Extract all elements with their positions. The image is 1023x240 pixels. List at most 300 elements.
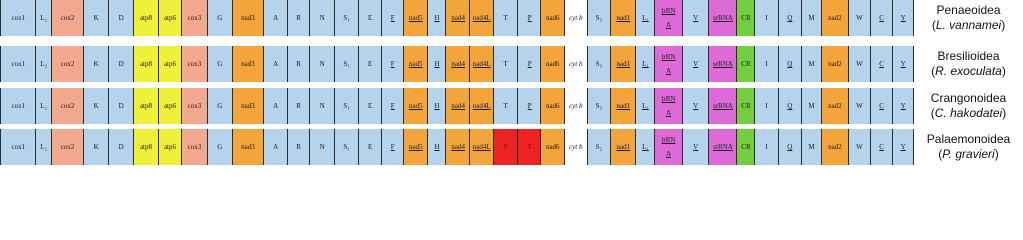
- gene-label: nad5: [408, 59, 423, 68]
- gene-label: M: [808, 59, 815, 68]
- gene-block: [610, 129, 636, 165]
- gene-label: R: [296, 142, 301, 151]
- gene-label: nad1: [616, 101, 631, 110]
- gene-block: [445, 88, 469, 124]
- gene-block: [51, 46, 84, 82]
- gene-block: [309, 129, 334, 165]
- gene-block: [778, 88, 802, 124]
- gene-block: [263, 0, 287, 36]
- gene-label: L₁: [642, 59, 649, 68]
- gene-block: [108, 0, 133, 36]
- gene-block: [708, 0, 736, 36]
- gene-block: [493, 129, 518, 165]
- gene-label: K: [93, 142, 99, 151]
- gene-label: atp8: [139, 142, 153, 151]
- gene-label: CR: [741, 13, 751, 22]
- gene-block: [870, 0, 893, 36]
- gene-label: S₂: [595, 59, 603, 68]
- gene-label: nad6: [545, 59, 560, 68]
- gene-label: S₁: [343, 59, 350, 68]
- gene-block: [232, 129, 264, 165]
- gene-label: M: [808, 101, 815, 110]
- gene-block: [469, 129, 493, 165]
- gene-block: [51, 0, 84, 36]
- species-paren-open: (: [938, 147, 943, 161]
- gene-label: Q: [787, 13, 793, 22]
- gene-label: P: [527, 101, 532, 110]
- gene-block: [158, 129, 182, 165]
- gene-block: [635, 129, 654, 165]
- gene-label: atp8: [139, 59, 153, 68]
- gene-block: [892, 0, 915, 36]
- species-paren-close: ): [1001, 64, 1006, 78]
- gene-label: A: [273, 101, 279, 110]
- gene-label: L₁: [642, 13, 649, 22]
- gene-block: [181, 46, 207, 82]
- gene-label: Y: [900, 101, 906, 110]
- gene-label: W: [856, 142, 863, 151]
- gene-block: [754, 88, 778, 124]
- gene-block: [133, 46, 158, 82]
- gene-label: A: [273, 59, 279, 68]
- gene-label: F: [390, 59, 395, 68]
- gene-block: [654, 46, 682, 82]
- gene-block: [654, 88, 682, 124]
- species-paren-open: (: [930, 106, 935, 120]
- gene-label: cox1: [11, 142, 26, 151]
- gene-block: [158, 88, 182, 124]
- gene-label: P: [527, 59, 532, 68]
- gene-block: [427, 0, 446, 36]
- gene-block: [754, 0, 778, 36]
- gene-label: E: [367, 13, 373, 22]
- gene-block: [158, 46, 182, 82]
- gene-label: K: [93, 59, 99, 68]
- gene-block: [403, 0, 427, 36]
- gene-label: T: [503, 101, 508, 110]
- gene-block: [870, 46, 893, 82]
- species-name: [914, 64, 1023, 79]
- gene-block: [635, 46, 654, 82]
- gene-block: [287, 88, 310, 124]
- gene-block: [469, 46, 493, 82]
- gene-label: I: [765, 142, 768, 151]
- gene-block: [334, 129, 358, 165]
- gene-block: [83, 46, 108, 82]
- superfamily-name: Bresilioidea: [937, 49, 1000, 63]
- gene-label: E: [367, 142, 373, 151]
- gene-label: D: [118, 59, 124, 68]
- gene-label: T: [503, 13, 508, 22]
- gene-label: cox3: [187, 142, 202, 151]
- gene-block: [736, 46, 755, 82]
- gene-label: I: [765, 59, 768, 68]
- gene-label: CR: [741, 59, 751, 68]
- gene-block: [427, 88, 446, 124]
- gene-block: [517, 88, 541, 124]
- gene-label: cyt b: [569, 59, 583, 68]
- gene-label: nad3: [241, 101, 255, 110]
- gene-block: [207, 129, 232, 165]
- gene-track-1: [0, 46, 914, 82]
- gene-block: [654, 129, 682, 165]
- gene-label: cox2: [60, 101, 75, 110]
- gene-label: cox3: [187, 59, 202, 68]
- gene-block: [381, 46, 404, 82]
- species-name: [914, 147, 1023, 162]
- gene-block: [263, 129, 287, 165]
- gene-label: atp6: [163, 101, 176, 110]
- species-label: [914, 3, 1023, 33]
- gene-block: [564, 129, 588, 165]
- gene-block: [517, 0, 541, 36]
- gene-label: F: [390, 13, 395, 22]
- gene-label: N: [319, 101, 325, 110]
- gene-label: Q: [787, 101, 793, 110]
- gene-block: [469, 88, 493, 124]
- gene-label-continuation: A: [665, 150, 672, 158]
- gene-label: nad2: [828, 142, 842, 151]
- gene-block: [736, 88, 755, 124]
- gene-label: nad1: [616, 13, 631, 22]
- gene-block: [892, 46, 915, 82]
- gene-label: cox1: [11, 59, 26, 68]
- gene-label: W: [856, 59, 863, 68]
- gene-label: nad4L: [472, 101, 491, 110]
- gene-track-0: [0, 0, 914, 36]
- gene-block: [682, 129, 709, 165]
- gene-block: [35, 0, 51, 36]
- gene-label: G: [217, 13, 223, 22]
- species-binomial: C. hakodatei: [934, 106, 1003, 120]
- gene-block: [540, 46, 564, 82]
- gene-block: [540, 0, 564, 36]
- gene-label: I: [765, 13, 768, 22]
- gene-label: cox3: [187, 13, 202, 22]
- gene-label: lrRN: [661, 135, 676, 144]
- gene-block: [778, 0, 802, 36]
- gene-block: [821, 0, 848, 36]
- species-paren-close: ): [1002, 106, 1007, 120]
- species-label: [914, 49, 1023, 79]
- gene-block: [263, 46, 287, 82]
- gene-label-continuation: A: [665, 67, 672, 75]
- gene-block: [108, 88, 133, 124]
- gene-block: [309, 0, 334, 36]
- gene-block: [309, 46, 334, 82]
- gene-label: S₂: [595, 13, 603, 22]
- gene-block: [381, 129, 404, 165]
- gene-label: nad3: [241, 59, 255, 68]
- gene-block: [358, 88, 382, 124]
- gene-block: [0, 0, 36, 36]
- species-binomial: L. vannamei: [935, 18, 1002, 32]
- gene-block: [158, 0, 182, 36]
- gene-label: R: [296, 101, 301, 110]
- gene-block: [309, 88, 334, 124]
- gene-block: [403, 129, 427, 165]
- gene-block: [587, 46, 611, 82]
- gene-block: [51, 129, 84, 165]
- gene-block: [133, 129, 158, 165]
- species-paren-close: ): [994, 147, 999, 161]
- gene-label: Q: [787, 142, 793, 151]
- gene-block: [287, 46, 310, 82]
- gene-label: Q: [787, 59, 793, 68]
- gene-block: [427, 129, 446, 165]
- species-name: [914, 106, 1023, 121]
- gene-label: lrRN: [661, 6, 676, 15]
- superfamily-name: Palaemonoidea: [926, 132, 1011, 146]
- gene-block: [133, 88, 158, 124]
- gene-block: [801, 0, 822, 36]
- gene-block: [83, 0, 108, 36]
- gene-label: G: [217, 59, 223, 68]
- gene-block: [654, 0, 682, 36]
- gene-block: [635, 0, 654, 36]
- gene-block: [445, 0, 469, 36]
- gene-label: V: [693, 101, 699, 110]
- gene-block: [334, 0, 358, 36]
- gene-block: [517, 129, 541, 165]
- gene-label: nad4: [451, 142, 465, 151]
- gene-block: [83, 129, 108, 165]
- species-label: [914, 91, 1023, 121]
- gene-block: [232, 46, 264, 82]
- gene-label: nad3: [241, 13, 255, 22]
- gene-label: D: [118, 142, 124, 151]
- gene-block: [0, 129, 36, 165]
- gene-block: [754, 46, 778, 82]
- gene-block: [0, 88, 36, 124]
- gene-label: nad4: [451, 59, 465, 68]
- gene-block: [848, 129, 871, 165]
- gene-label: CR: [741, 142, 751, 151]
- gene-block: [207, 0, 232, 36]
- species-paren-open: (: [931, 64, 936, 78]
- gene-block: [263, 88, 287, 124]
- gene-label: L₁: [642, 142, 649, 151]
- species-binomial: R. exoculata: [935, 64, 1002, 78]
- gene-label: V: [693, 13, 699, 22]
- gene-label: atp8: [139, 13, 153, 22]
- gene-block: [445, 46, 469, 82]
- gene-block: [287, 129, 310, 165]
- gene-block: [682, 88, 709, 124]
- gene-label: cyt b: [569, 101, 583, 110]
- gene-label: nad1: [616, 142, 631, 151]
- gene-label: L₂: [40, 101, 47, 110]
- gene-label: cox2: [60, 13, 75, 22]
- gene-block: [540, 88, 564, 124]
- gene-block: [736, 129, 755, 165]
- gene-label: cox1: [11, 101, 26, 110]
- gene-block: [469, 0, 493, 36]
- gene-label: D: [118, 13, 124, 22]
- gene-label: CR: [741, 101, 751, 110]
- gene-label: M: [808, 142, 815, 151]
- gene-block: [754, 129, 778, 165]
- gene-block: [207, 88, 232, 124]
- gene-label: M: [808, 13, 815, 22]
- gene-block: [381, 88, 404, 124]
- gene-label: nad2: [828, 59, 842, 68]
- gene-label: atp6: [163, 59, 176, 68]
- gene-label: D: [118, 101, 124, 110]
- gene-label: A: [273, 142, 279, 151]
- gene-label: E: [367, 101, 373, 110]
- gene-label: H: [434, 101, 440, 110]
- gene-label: Y: [900, 13, 906, 22]
- gene-label: cox2: [60, 142, 75, 151]
- gene-label: F: [390, 101, 395, 110]
- gene-block: [427, 46, 446, 82]
- gene-label: F: [390, 142, 395, 151]
- gene-label: N: [319, 13, 325, 22]
- gene-label: nad3: [241, 142, 255, 151]
- species-label: [914, 132, 1023, 162]
- gene-label: L₂: [40, 13, 47, 22]
- gene-label: srRNA: [712, 13, 733, 22]
- gene-block: [403, 88, 427, 124]
- gene-label: K: [93, 101, 99, 110]
- gene-block: [83, 88, 108, 124]
- gene-label: nad6: [545, 101, 560, 110]
- species-paren-open: (: [931, 18, 936, 32]
- gene-label: nad5: [408, 13, 423, 22]
- gene-block: [801, 129, 822, 165]
- gene-label: atp6: [163, 142, 176, 151]
- gene-block: [778, 129, 802, 165]
- gene-label: N: [319, 142, 325, 151]
- gene-label: atp8: [139, 101, 153, 110]
- gene-label: nad1: [616, 59, 631, 68]
- gene-label: C: [879, 101, 884, 110]
- gene-label: nad5: [408, 142, 423, 151]
- gene-block: [587, 0, 611, 36]
- gene-block: [35, 46, 51, 82]
- gene-label: H: [434, 142, 440, 151]
- gene-label: Y: [900, 142, 906, 151]
- gene-block: [564, 0, 588, 36]
- gene-block: [51, 88, 84, 124]
- gene-block: [232, 88, 264, 124]
- gene-label: L₂: [40, 142, 47, 151]
- gene-label: cox3: [187, 101, 202, 110]
- gene-label: srRNA: [712, 59, 733, 68]
- species-paren-close: ): [1001, 18, 1006, 32]
- gene-block: [0, 46, 36, 82]
- gene-label: L₂: [40, 59, 47, 68]
- gene-block: [181, 129, 207, 165]
- gene-block: [108, 46, 133, 82]
- superfamily-name: Crangonoidea: [930, 91, 1007, 105]
- gene-block: [381, 0, 404, 36]
- gene-label: K: [93, 13, 99, 22]
- gene-label: cox1: [11, 13, 26, 22]
- gene-block: [232, 0, 264, 36]
- gene-block: [181, 88, 207, 124]
- gene-block: [848, 46, 871, 82]
- gene-block: [334, 46, 358, 82]
- gene-block: [334, 88, 358, 124]
- gene-block: [682, 46, 709, 82]
- gene-label: cox2: [60, 59, 75, 68]
- gene-label: srRNA: [712, 101, 733, 110]
- gene-label: A: [273, 13, 279, 22]
- gene-block: [181, 0, 207, 36]
- gene-label: R: [296, 13, 301, 22]
- gene-label: P: [503, 142, 508, 151]
- gene-block: [564, 46, 588, 82]
- gene-block: [517, 46, 541, 82]
- gene-label: V: [693, 59, 699, 68]
- gene-label: P: [527, 13, 532, 22]
- gene-label-continuation: A: [665, 109, 672, 117]
- gene-block: [133, 0, 158, 36]
- gene-block: [610, 0, 636, 36]
- gene-block: [35, 88, 51, 124]
- gene-block: [540, 129, 564, 165]
- superfamily-name: Penaeoidea: [936, 3, 1001, 17]
- gene-label: N: [319, 59, 325, 68]
- gene-label: V: [693, 142, 699, 151]
- gene-block: [778, 46, 802, 82]
- gene-block: [610, 88, 636, 124]
- gene-block: [610, 46, 636, 82]
- gene-label: H: [434, 59, 440, 68]
- gene-label: S₂: [595, 142, 603, 151]
- gene-label: L₁: [642, 101, 649, 110]
- gene-block: [564, 88, 588, 124]
- gene-label: nad4: [451, 101, 465, 110]
- gene-block: [403, 46, 427, 82]
- gene-block: [892, 129, 915, 165]
- gene-label: lrRN: [661, 94, 676, 103]
- gene-block: [207, 46, 232, 82]
- gene-label: nad5: [408, 101, 423, 110]
- gene-block: [821, 129, 848, 165]
- gene-block: [736, 0, 755, 36]
- gene-label: lrRN: [661, 52, 676, 61]
- gene-label: nad6: [545, 13, 560, 22]
- gene-label: cyt b: [569, 13, 583, 22]
- gene-block: [35, 129, 51, 165]
- gene-label: nad6: [545, 142, 560, 151]
- gene-block: [848, 0, 871, 36]
- gene-label: nad4L: [472, 142, 491, 151]
- gene-block: [870, 129, 893, 165]
- species-name: [914, 18, 1023, 33]
- gene-label: Y: [900, 59, 906, 68]
- gene-label: C: [879, 59, 884, 68]
- gene-label: W: [856, 13, 863, 22]
- gene-block: [287, 0, 310, 36]
- gene-block: [892, 88, 915, 124]
- gene-label: nad2: [828, 13, 842, 22]
- gene-block: [108, 129, 133, 165]
- gene-block: [493, 46, 518, 82]
- gene-label: G: [217, 101, 223, 110]
- gene-label: R: [296, 59, 301, 68]
- gene-track-2: [0, 88, 914, 124]
- gene-label: S₁: [343, 101, 350, 110]
- gene-block: [587, 129, 611, 165]
- gene-block: [358, 46, 382, 82]
- gene-label: E: [367, 59, 373, 68]
- gene-label: nad4: [451, 13, 465, 22]
- gene-block: [708, 88, 736, 124]
